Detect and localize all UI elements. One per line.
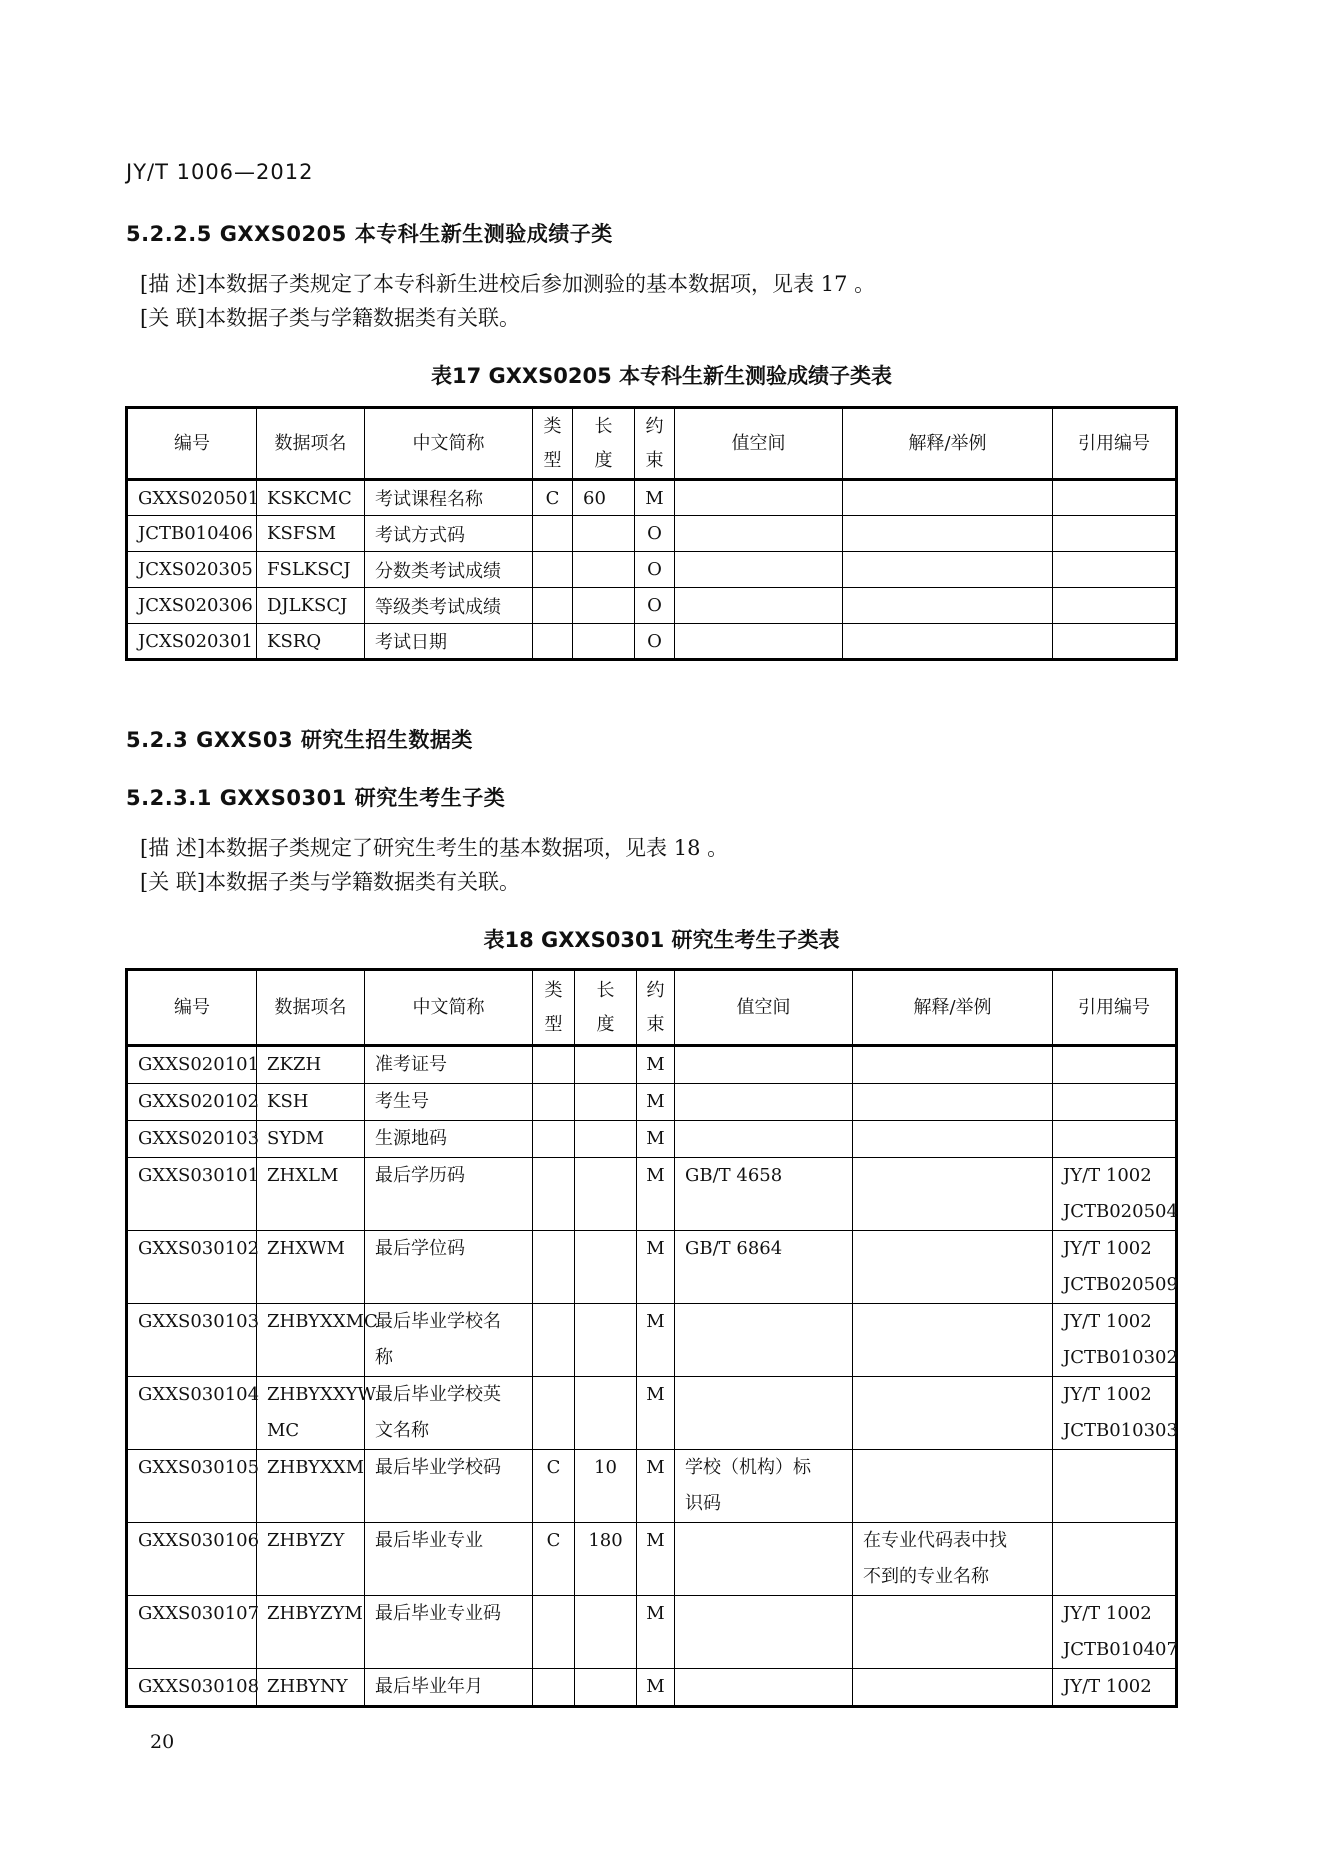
- cell-constraint: M: [637, 1121, 675, 1158]
- cell-value-space: GB/T 6864: [675, 1231, 853, 1304]
- cell-id: JCXS020305: [127, 552, 257, 588]
- col-header-item-name: 数据项名: [257, 970, 365, 1046]
- cell-cn-name: 最后毕业专业码: [365, 1596, 533, 1669]
- cell-item-name: ZKZH: [257, 1046, 365, 1084]
- page-number: 20: [150, 1731, 175, 1753]
- cell-id: GXXS030105: [127, 1450, 257, 1523]
- cell-type: [533, 1046, 575, 1084]
- cell-length: [575, 1158, 637, 1231]
- cell-value-space: [675, 552, 843, 588]
- cell-explanation: [843, 516, 1053, 552]
- cell-explanation: [853, 1596, 1053, 1669]
- cell-reference: [1053, 480, 1177, 516]
- table-row: [127, 516, 1177, 552]
- cell-length: [575, 1669, 637, 1707]
- cell-length: 180: [575, 1523, 637, 1596]
- cell-type: C: [533, 1450, 575, 1523]
- cell-item-name: DJLKSCJ: [257, 588, 365, 624]
- cell-constraint: M: [637, 1450, 675, 1523]
- cell-value-space: GB/T 4658: [675, 1158, 853, 1231]
- cell-reference: JY/T 1002 JCTB020504: [1053, 1158, 1177, 1231]
- cell-value-space: [675, 480, 843, 516]
- cell-length: [575, 1046, 637, 1084]
- table-header-row: [127, 408, 1177, 480]
- relation-paragraph-1: [140, 302, 520, 334]
- cell-cn-name: 最后毕业学校英 文名称: [365, 1377, 533, 1450]
- cell-explanation: [853, 1304, 1053, 1377]
- cell-value-space: [675, 1046, 853, 1084]
- cell-length: 10: [575, 1450, 637, 1523]
- cell-length: [573, 552, 635, 588]
- cell-constraint: M: [637, 1084, 675, 1121]
- cell-reference: [1053, 624, 1177, 660]
- cell-constraint: M: [637, 1377, 675, 1450]
- cell-constraint: M: [637, 1596, 675, 1669]
- cell-length: [573, 516, 635, 552]
- cell-type: [533, 624, 573, 660]
- cell-type: [533, 588, 573, 624]
- table-row: [127, 1523, 1177, 1596]
- cell-type: [533, 552, 573, 588]
- cell-item-name: KSKCMC: [257, 480, 365, 516]
- table-17: [125, 406, 1178, 661]
- cell-constraint: O: [635, 552, 675, 588]
- cell-constraint: O: [635, 516, 675, 552]
- cell-reference: [1053, 1121, 1177, 1158]
- cell-item-name: KSFSM: [257, 516, 365, 552]
- col-header-length: 长 度: [575, 970, 637, 1046]
- table-row: [127, 1304, 1177, 1377]
- cell-cn-name: 分数类考试成绩: [365, 552, 533, 588]
- relation-label: [关 联]: [140, 870, 206, 894]
- cell-id: JCXS020306: [127, 588, 257, 624]
- cell-item-name: KSRQ: [257, 624, 365, 660]
- section-heading-gxxs0301: 5.2.3.1 GXXS0301 研究生考生子类: [126, 786, 506, 810]
- cell-id: JCTB010406: [127, 516, 257, 552]
- cell-reference: [1053, 1046, 1177, 1084]
- cell-value-space: [675, 1596, 853, 1669]
- cell-explanation: [843, 480, 1053, 516]
- cell-item-name: ZHBYZY: [257, 1523, 365, 1596]
- relation-label: [关 联]: [140, 306, 206, 330]
- cell-length: 60: [573, 480, 635, 516]
- cell-cn-name: 考试日期: [365, 624, 533, 660]
- cell-constraint: M: [637, 1304, 675, 1377]
- col-header-cn-name: 中文简称: [365, 408, 533, 480]
- cell-constraint: M: [635, 480, 675, 516]
- cell-length: [575, 1231, 637, 1304]
- table-row: [127, 1596, 1177, 1669]
- cell-reference: [1053, 1084, 1177, 1121]
- cell-reference: JY/T 1002 JCTB010407: [1053, 1596, 1177, 1669]
- cell-id: JCXS020301: [127, 624, 257, 660]
- cell-item-name: ZHXWM: [257, 1231, 365, 1304]
- cell-reference: JY/T 1002: [1053, 1669, 1177, 1707]
- description-paragraph-2: [140, 832, 728, 864]
- cell-value-space: [675, 1669, 853, 1707]
- cell-reference: [1053, 1450, 1177, 1523]
- cell-type: [533, 1377, 575, 1450]
- cell-length: [575, 1121, 637, 1158]
- table-row: [127, 1084, 1177, 1121]
- col-header-length: 长 度: [573, 408, 635, 480]
- cell-item-name: FSLKSCJ: [257, 552, 365, 588]
- table-row: [127, 480, 1177, 516]
- col-header-reference: 引用编号: [1053, 408, 1177, 480]
- cell-length: [575, 1377, 637, 1450]
- cell-value-space: [675, 1304, 853, 1377]
- table-18-caption: 表18 GXXS0301 研究生考生子类表: [483, 928, 840, 952]
- col-header-id: 编号: [127, 970, 257, 1046]
- cell-reference: [1053, 516, 1177, 552]
- cell-value-space: [675, 1084, 853, 1121]
- table-row: [127, 1450, 1177, 1523]
- table-row: [127, 1231, 1177, 1304]
- cell-type: C: [533, 480, 573, 516]
- cell-cn-name: 考生号: [365, 1084, 533, 1121]
- cell-cn-name: 最后毕业年月: [365, 1669, 533, 1707]
- cell-item-name: ZHBYXXM: [257, 1450, 365, 1523]
- description-text: 本数据子类规定了本专科新生进校后参加测验的基本数据项，见表 17 。: [205, 272, 876, 296]
- table-row: [127, 1121, 1177, 1158]
- table-row: [127, 1377, 1177, 1450]
- cell-cn-name: 最后学历码: [365, 1158, 533, 1231]
- cell-type: [533, 1121, 575, 1158]
- cell-constraint: M: [637, 1231, 675, 1304]
- cell-cn-name: 准考证号: [365, 1046, 533, 1084]
- cell-explanation: [853, 1158, 1053, 1231]
- cell-explanation: [843, 588, 1053, 624]
- cell-id: GXXS030102: [127, 1231, 257, 1304]
- col-header-constraint: 约 束: [637, 970, 675, 1046]
- cell-id: GXXS030107: [127, 1596, 257, 1669]
- cell-explanation: [853, 1669, 1053, 1707]
- cell-item-name: ZHXLM: [257, 1158, 365, 1231]
- cell-reference: [1053, 552, 1177, 588]
- cell-length: [575, 1596, 637, 1669]
- cell-reference: [1053, 1523, 1177, 1596]
- cell-explanation: [853, 1121, 1053, 1158]
- cell-id: GXXS030104: [127, 1377, 257, 1450]
- description-label: [描 述]: [140, 272, 206, 296]
- cell-value-space: [675, 1523, 853, 1596]
- table-18: [125, 968, 1178, 1708]
- col-header-cn-name: 中文简称: [365, 970, 533, 1046]
- description-label: [描 述]: [140, 836, 206, 860]
- cell-explanation: [853, 1377, 1053, 1450]
- relation-text: 本数据子类与学籍数据类有关联。: [205, 870, 521, 894]
- relation-text: 本数据子类与学籍数据类有关联。: [205, 306, 521, 330]
- cell-value-space: [675, 588, 843, 624]
- table-row: [127, 552, 1177, 588]
- cell-cn-name: 等级类考试成绩: [365, 588, 533, 624]
- cell-id: GXXS020501: [127, 480, 257, 516]
- table-row: [127, 1158, 1177, 1231]
- description-paragraph-1: [140, 268, 875, 300]
- cell-id: GXXS020101: [127, 1046, 257, 1084]
- col-header-type: 类 型: [533, 970, 575, 1046]
- cell-cn-name: 最后毕业专业: [365, 1523, 533, 1596]
- document-standard-id: JY/T 1006—2012: [126, 160, 314, 184]
- cell-type: C: [533, 1523, 575, 1596]
- cell-explanation: [853, 1231, 1053, 1304]
- description-text: 本数据子类规定了研究生考生的基本数据项，见表 18 。: [205, 836, 729, 860]
- section-heading-gxxs03: 5.2.3 GXXS03 研究生招生数据类: [126, 728, 473, 752]
- table-row: [127, 588, 1177, 624]
- cell-item-name: ZHBYXXYW MC: [257, 1377, 365, 1450]
- cell-type: [533, 1304, 575, 1377]
- cell-explanation: [853, 1450, 1053, 1523]
- cell-item-name: KSH: [257, 1084, 365, 1121]
- table-row: [127, 1046, 1177, 1084]
- cell-type: [533, 516, 573, 552]
- col-header-id: 编号: [127, 408, 257, 480]
- cell-reference: JY/T 1002 JCTB010303: [1053, 1377, 1177, 1450]
- cell-id: GXXS020102: [127, 1084, 257, 1121]
- cell-length: [573, 588, 635, 624]
- cell-type: [533, 1231, 575, 1304]
- relation-paragraph-2: [140, 866, 520, 898]
- cell-length: [573, 624, 635, 660]
- cell-value-space: [675, 1121, 853, 1158]
- cell-cn-name: 最后毕业学校码: [365, 1450, 533, 1523]
- col-header-item-name: 数据项名: [257, 408, 365, 480]
- table-row: [127, 1669, 1177, 1707]
- cell-length: [575, 1084, 637, 1121]
- cell-value-space: [675, 1377, 853, 1450]
- cell-id: GXXS020103: [127, 1121, 257, 1158]
- cell-id: GXXS030106: [127, 1523, 257, 1596]
- cell-explanation: [843, 552, 1053, 588]
- cell-constraint: M: [637, 1669, 675, 1707]
- col-header-value-space: 值空间: [675, 408, 843, 480]
- cell-cn-name: 考试课程名称: [365, 480, 533, 516]
- cell-type: [533, 1084, 575, 1121]
- cell-type: [533, 1669, 575, 1707]
- cell-type: [533, 1596, 575, 1669]
- table-17-caption: 表17 GXXS0205 本专科生新生测验成绩子类表: [430, 364, 893, 388]
- cell-cn-name: 考试方式码: [365, 516, 533, 552]
- cell-id: GXXS030103: [127, 1304, 257, 1377]
- cell-value-space: [675, 516, 843, 552]
- cell-explanation: [853, 1046, 1053, 1084]
- table-header-row: [127, 970, 1177, 1046]
- section-heading-gxxs0205: 5.2.2.5 GXXS0205 本专科生新生测验成绩子类: [126, 222, 613, 246]
- cell-explanation: 在专业代码表中找 不到的专业名称: [853, 1523, 1053, 1596]
- cell-item-name: ZHBYZYM: [257, 1596, 365, 1669]
- cell-constraint: M: [637, 1046, 675, 1084]
- col-header-explanation: 解释/举例: [843, 408, 1053, 480]
- cell-explanation: [853, 1084, 1053, 1121]
- cell-item-name: ZHBYXXMC: [257, 1304, 365, 1377]
- col-header-constraint: 约 束: [635, 408, 675, 480]
- cell-constraint: M: [637, 1158, 675, 1231]
- cell-value-space: [675, 624, 843, 660]
- cell-constraint: M: [637, 1523, 675, 1596]
- cell-item-name: SYDM: [257, 1121, 365, 1158]
- cell-item-name: ZHBYNY: [257, 1669, 365, 1707]
- col-header-type: 类 型: [533, 408, 573, 480]
- col-header-value-space: 值空间: [675, 970, 853, 1046]
- cell-constraint: O: [635, 588, 675, 624]
- cell-length: [575, 1304, 637, 1377]
- cell-type: [533, 1158, 575, 1231]
- cell-cn-name: 最后毕业学校名 称: [365, 1304, 533, 1377]
- cell-cn-name: 生源地码: [365, 1121, 533, 1158]
- cell-explanation: [843, 624, 1053, 660]
- cell-id: GXXS030101: [127, 1158, 257, 1231]
- cell-value-space: 学校（机构）标 识码: [675, 1450, 853, 1523]
- cell-reference: [1053, 588, 1177, 624]
- cell-reference: JY/T 1002 JCTB020509: [1053, 1231, 1177, 1304]
- cell-constraint: O: [635, 624, 675, 660]
- cell-id: GXXS030108: [127, 1669, 257, 1707]
- table-row: [127, 624, 1177, 660]
- col-header-reference: 引用编号: [1053, 970, 1177, 1046]
- cell-reference: JY/T 1002 JCTB010302: [1053, 1304, 1177, 1377]
- col-header-explanation: 解释/举例: [853, 970, 1053, 1046]
- cell-cn-name: 最后学位码: [365, 1231, 533, 1304]
